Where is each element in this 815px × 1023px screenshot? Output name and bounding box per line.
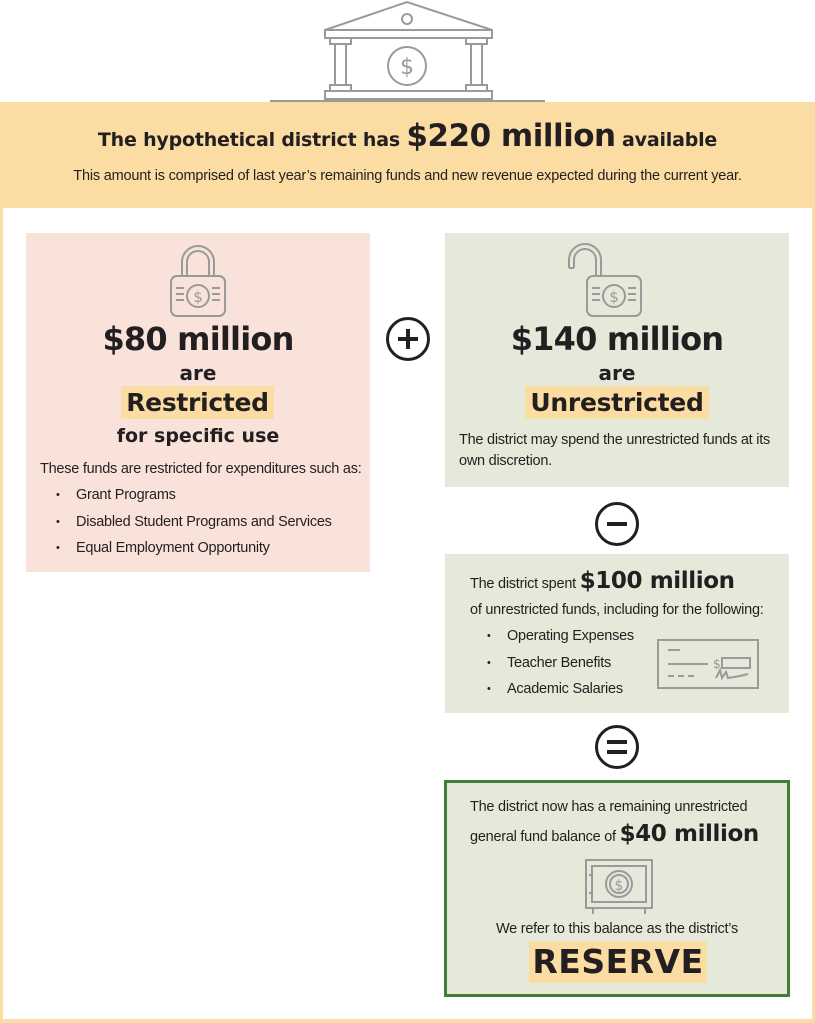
safe-icon: [583, 857, 655, 917]
reserve-line-1: The district now has a remaining unrestricted: [470, 799, 748, 815]
unrestricted-are: are: [598, 361, 636, 385]
spent-card: [445, 554, 789, 713]
list-item: • Equal Employment Opportunity: [56, 535, 366, 562]
reserve-label-badge: RESERVE: [529, 941, 707, 983]
svg-text:$: $: [614, 878, 624, 894]
unlocked-padlock-icon: [565, 240, 647, 318]
check-icon: [656, 638, 760, 690]
list-item: • Academic Salaries: [487, 676, 667, 703]
headline: [0, 118, 815, 154]
spent-line-2: of unrestricted funds, including for the following:: [470, 602, 764, 618]
headline-post: available: [615, 129, 718, 151]
restricted-status-badge: Restricted: [121, 386, 274, 419]
minus-icon: [595, 502, 639, 546]
locked-padlock-icon: [168, 240, 228, 318]
reserve-refer: We refer to this balance as the district’s: [495, 921, 739, 937]
unrestricted-amount: $140 million: [510, 320, 724, 358]
list-item: • Operating Expenses: [487, 623, 667, 650]
restricted-intro: These funds are restricted for expenditures such as:: [40, 461, 362, 477]
bank-icon: [270, 0, 545, 106]
svg-text:$: $: [713, 657, 721, 671]
reserve-amount: $40 million: [619, 821, 759, 847]
unrestricted-status-badge: Unrestricted: [525, 386, 709, 419]
equals-icon: [595, 725, 639, 769]
reserve-line-2: [470, 819, 790, 852]
restricted-qualifier: for specific use: [116, 425, 280, 447]
spent-line-1-text: The district spent: [470, 576, 580, 592]
list-item: • Disabled Student Programs and Services: [56, 509, 366, 536]
plus-icon: [386, 317, 430, 361]
headline-pre: The hypothetical district has: [97, 129, 407, 151]
restricted-are: are: [179, 361, 217, 385]
reserve-line-2-text: general fund balance of: [470, 829, 620, 845]
restricted-list: [56, 482, 366, 562]
svg-text:$: $: [609, 288, 619, 306]
spent-amount: $100 million: [579, 568, 735, 594]
headline-amount: $220 million: [406, 118, 616, 154]
restricted-amount: $80 million: [102, 320, 294, 358]
reserve-card: [444, 780, 790, 997]
list-item: • Teacher Benefits: [487, 650, 667, 677]
unrestricted-card: [445, 233, 789, 487]
unrestricted-description: The district may spend the unrestricted funds at its own discretion.: [459, 432, 770, 469]
restricted-card: [26, 233, 370, 572]
svg-text:$: $: [193, 288, 203, 306]
spent-line-1: [470, 566, 785, 599]
svg-text:$: $: [400, 55, 414, 80]
headline-subtext: This amount is comprised of last year’s remaining funds and new revenue expected during the current year.: [73, 168, 742, 184]
spent-list: [487, 623, 667, 703]
list-item: • Grant Programs: [56, 482, 366, 509]
